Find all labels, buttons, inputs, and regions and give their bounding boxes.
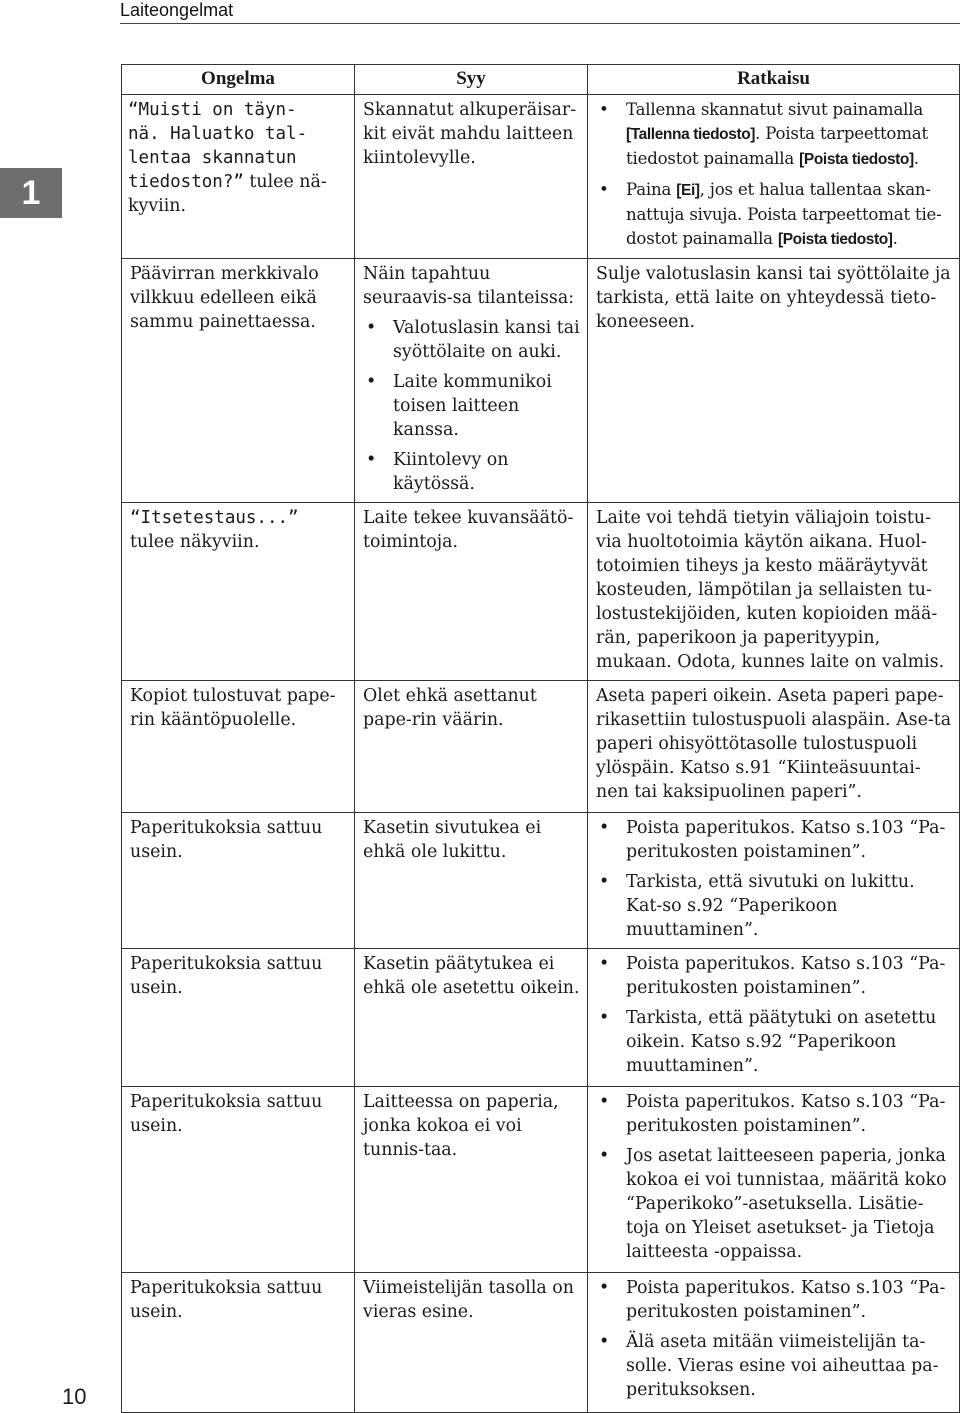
solution-item: • Poista paperitukos. Katso s.103 “Pa-peritukosten poistaminen”. (596, 952, 952, 1000)
cause-cell (355, 1087, 588, 1273)
cause-text: Kasetin päätytukea ei ehkä ole asetettu oikein. (363, 954, 580, 998)
table-row (122, 813, 960, 949)
solution-text: Sulje valotuslasin kansi tai syöttölaite ja tarkista, että laite on yhteydessä tieto-koneeseen. (596, 264, 951, 332)
problem-line: kyviin. (128, 196, 187, 216)
table-row (122, 949, 960, 1087)
cause-text: Laitteessa on paperia, jonka kokoa ei voi tunnis-taa. (363, 1092, 559, 1160)
key-label: [Poista tiedosto] (799, 151, 914, 168)
cause-cell (355, 259, 588, 503)
cause-text: Skannatut alkuperäisar-kit eivät mahdu laitteen kiintolevylle. (363, 100, 577, 168)
solution-item: • Älä aseta mitään viimeistelijän ta-solle. Vieras esine voi aiheuttaa pa-perituksoksen. (596, 1330, 952, 1402)
problem-text: Paperitukoksia sattuu usein. (130, 1278, 323, 1322)
troubleshooting-table (121, 64, 960, 1413)
solution-cell (588, 1087, 960, 1273)
cause-cell (355, 503, 588, 681)
column-header-problem: Ongelma (122, 65, 355, 95)
problem-text: tulee näkyviin. (130, 532, 260, 552)
problem-text: Paperitukoksia sattuu usein. (130, 954, 323, 998)
solution-cell (588, 503, 960, 681)
table-header-row (122, 65, 960, 95)
problem-text: Päävirran merkkivalo vilkkuu edelleen eikä sammu painettaessa. (130, 264, 319, 332)
problem-cell (122, 1087, 355, 1273)
cause-cell (355, 95, 588, 259)
problem-line: lentaa skannatun (128, 148, 297, 168)
cause-item: • Kiintolevy on käytössä. (363, 448, 580, 496)
problem-text: Paperitukoksia sattuu usein. (130, 1092, 323, 1136)
header-rule (120, 23, 960, 24)
cause-text: Kasetin sivutukea ei ehkä ole lukittu. (363, 818, 542, 862)
problem-cell (122, 813, 355, 949)
problem-cell (122, 681, 355, 813)
problem-text: Kopiot tulostuvat pape-rin kääntöpuolelle. (130, 686, 336, 730)
cause-text: Olet ehkä asettanut pape-rin väärin. (363, 686, 537, 730)
key-label: [Ei] (676, 182, 700, 199)
problem-message: “Itsetestaus...” (130, 508, 299, 528)
solution-item: • Tarkista, että päätytuki on asetettu oikein. Katso s.92 “Paperikoon muuttaminen”. (596, 1006, 952, 1078)
cause-cell (355, 681, 588, 813)
cause-cell (355, 813, 588, 949)
solution-text: Laite voi tehdä tietyin väliajoin toistu-via huoltotoimia käytön aikana. Huol-totoimien tiheys ja kesto määräytyvät kosteuden, lämpötilan ja sellaisten tu-lostustekijöiden, kuten kopioiden mää-rän, paperikoon ja paperityypin, mukaan. Odota, kunnes laite on valmis. (596, 508, 945, 672)
table-row (122, 503, 960, 681)
key-label: [Tallenna tiedosto] (626, 126, 756, 143)
problem-line: “Muisti on täyn- (128, 100, 297, 120)
solution-item: • Jos asetat laitteeseen paperia, jonka kokoa ei voi tunnistaa, määritä koko “Paperikoko”-asetuksella. Lisätie-toja on Yleiset asetukset- ja Tietoja laitteesta -oppaissa. (596, 1144, 952, 1264)
solution-item: • Poista paperitukos. Katso s.103 “Pa-peritukosten poistaminen”. (596, 1276, 952, 1324)
solution-cell (588, 949, 960, 1087)
problem-text: Paperitukoksia sattuu usein. (130, 818, 323, 862)
problem-line (128, 170, 347, 194)
table-row (122, 259, 960, 503)
cause-text: Laite tekee kuvansäätö-toimintoja. (363, 508, 574, 552)
solution-item: • Tarkista, että sivutuki on lukittu. Kat-so s.92 “Paperikoon muuttaminen”. (596, 870, 952, 942)
cause-item: • Valotuslasin kansi tai syöttölaite on auki. (363, 316, 580, 364)
cause-text: Viimeistelijän tasolla on vieras esine. (363, 1278, 574, 1322)
page-number: 10 (62, 1384, 87, 1409)
problem-cell (122, 503, 355, 681)
solution-cell (588, 1273, 960, 1413)
solution-item: • Tallenna skannatut sivut painamalla [Tallenna tiedosto]. Poista tarpeettomat tiedostot painamalla [Poista tiedosto]. (596, 98, 952, 172)
cause-item: • Laite kommunikoi toisen laitteen kanssa. (363, 370, 580, 442)
solution-item: • Poista paperitukos. Katso s.103 “Pa-peritukosten poistaminen”. (596, 816, 952, 864)
table-row (122, 1087, 960, 1273)
problem-cell (122, 1273, 355, 1413)
key-label: [Poista tiedosto] (777, 231, 893, 248)
solution-cell (588, 95, 960, 259)
table-row (122, 95, 960, 259)
column-header-cause: Syy (355, 65, 588, 95)
table-row (122, 681, 960, 813)
solution-item: • Poista paperitukos. Katso s.103 “Pa-peritukosten poistaminen”. (596, 1090, 952, 1138)
solution-cell (588, 259, 960, 503)
problem-cell (122, 949, 355, 1087)
problem-text: tulee nä- (243, 172, 327, 192)
problem-message: tiedoston?” (128, 172, 244, 192)
cause-cell (355, 949, 588, 1087)
problem-line: nä. Haluatko tal- (128, 124, 308, 144)
solution-text: Aseta paperi oikein. Aseta paperi pape-rikasettiin tulostuspuoli alaspäin. Ase-ta paperi ohisyöttötasolle tulostuspuoli ylöspäin. Katso s.91 “Kiinteäsuuntai-nen tai kaksipuolinen paperi”. (596, 686, 952, 802)
solution-cell (588, 813, 960, 949)
problem-cell (122, 259, 355, 503)
table-row (122, 1273, 960, 1413)
problem-cell (122, 95, 355, 259)
cause-text: Näin tapahtuu seuraavis-sa tilanteissa: (363, 264, 575, 308)
cause-cell (355, 1273, 588, 1413)
solution-item: • Paina [Ei], jos et halua tallentaa skan-nattuja sivuja. Poista tarpeettomat tie-dostot painamalla [Poista tiedosto]. (596, 178, 952, 252)
column-header-solution: Ratkaisu (588, 65, 960, 95)
running-header: Laiteongelmat (120, 0, 234, 20)
solution-cell (588, 681, 960, 813)
chapter-tab: 1 (0, 168, 62, 218)
